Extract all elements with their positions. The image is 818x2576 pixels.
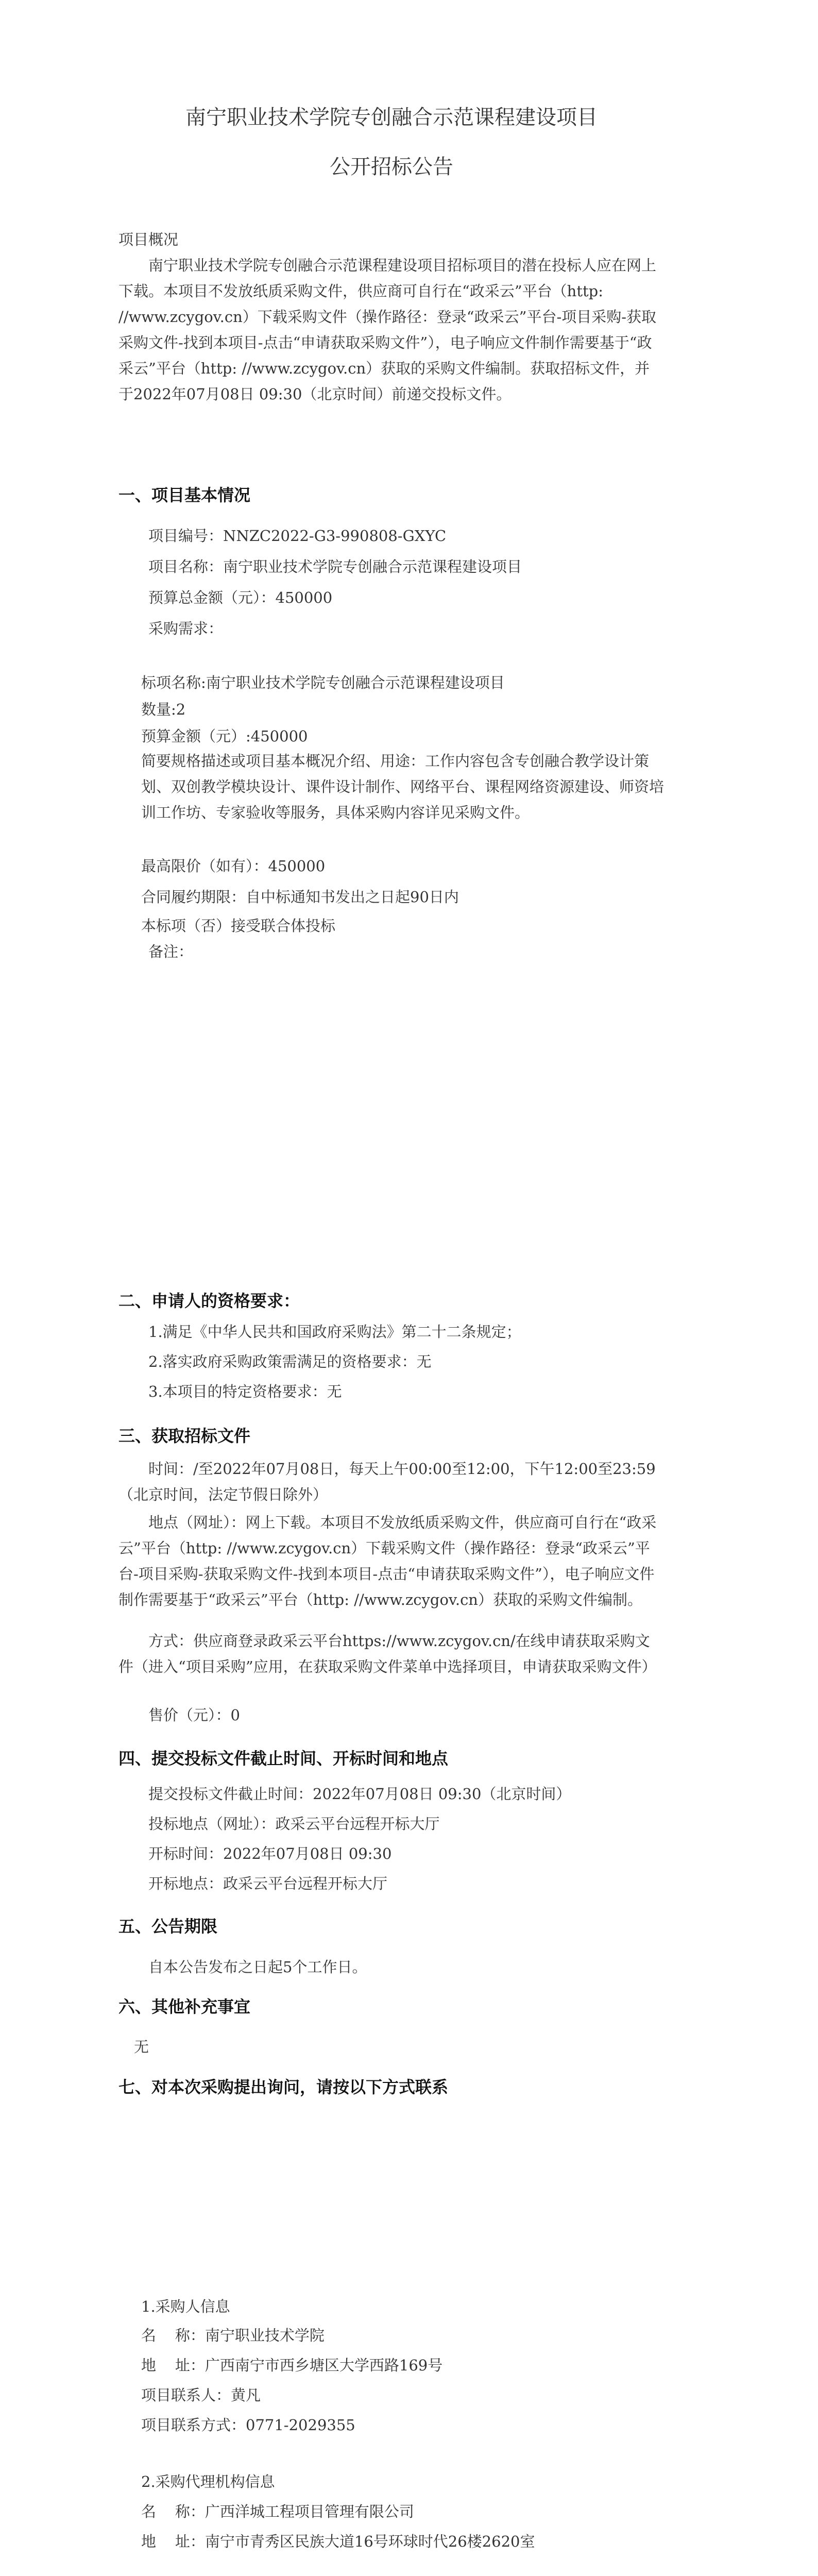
section-5-heading: 五、公告期限 — [118, 1917, 218, 1936]
notice-period: 自本公告发布之日起5个工作日。 — [148, 1958, 367, 1976]
obtain-place: 地点（网址）：网上下载。本项目不发放纸质采购文件，供应商可自行在“政采云”平台（http: //www.zcygov.cn）下载采购文件（操作路径：登录“政采云”平台-项目采购-获取采购文件-找到本项目-点击“申请获取采购文件”），电子响应文件制作需要基于“政采云”平台（http: //www.zcygov.cn）获取的采购文件编制。 — [118, 1514, 657, 1608]
submit-place: 投标地点（网址）：政采云平台远程开标大厅 — [148, 1815, 440, 1833]
buyer-name: 名 称：南宁职业技术学院 — [141, 2327, 325, 2344]
item-description: 简要规格描述或项目基本概况介绍、用途：工作内容包含专创融合教学设计策划、双创教学模块设计、课件设计制作、网络平台、课程网络资源建设、师资培训工作坊、专家验收等服务，具体采购内容详见采购文件。 — [141, 752, 664, 821]
section-4-heading: 四、提交投标文件截止时间、开标时间和地点 — [118, 1749, 449, 1768]
procurement-requirement: 采购需求： — [148, 620, 224, 637]
section-3-heading: 三、获取招标文件 — [118, 1426, 251, 1446]
buyer-info-title: 1.采购人信息 — [141, 2298, 230, 2315]
max-price: 最高限价（如有）：450000 — [141, 857, 326, 875]
notice-page — [118, 0, 664, 2576]
obtain-method: 方式：供应商登录政采云平台https://www.zcygov.cn/在线申请获取采购文件（进入“项目采购”应用，在获取采购文件菜单中选择项目，申请获取采购文件） — [118, 1632, 657, 1675]
buyer-contact-person: 项目联系人：黄凡 — [141, 2386, 261, 2404]
qualification-2: 2.落实政府采购政策需满足的资格要求：无 — [148, 1353, 432, 1370]
project-name: 项目名称：南宁职业技术学院专创融合示范课程建设项目 — [148, 558, 522, 575]
document-price: 售价（元）：0 — [148, 1706, 240, 1724]
other-matters: 无 — [134, 2038, 149, 2056]
buyer-address: 地 址：广西南宁市西乡塘区大学西路169号 — [141, 2357, 443, 2374]
opening-place: 开标地点：政采云平台远程开标大厅 — [148, 1875, 388, 1892]
opening-time: 开标时间：2022年07月08日 09:30 — [148, 1845, 392, 1862]
section-2-heading: 二、申请人的资格要求： — [118, 1291, 300, 1311]
item-quantity: 数量:2 — [141, 701, 186, 718]
project-number: 项目编号：NNZC2022-G3-990808-GXYC — [148, 527, 447, 545]
remarks: 备注： — [148, 943, 194, 960]
obtain-time: 时间：/至2022年07月08日，每天上午00:00至12:00，下午12:00至23:59（北京时间，法定节假日除外） — [118, 1460, 656, 1503]
submit-deadline: 提交投标文件截止时间：2022年07月08日 09:30（北京时间） — [148, 1785, 571, 1803]
budget-total: 预算总金额（元）：450000 — [148, 589, 333, 606]
notice-title-line2: 公开招标公告 — [330, 155, 453, 179]
qualification-3: 3.本项目的特定资格要求：无 — [148, 1383, 342, 1400]
qualification-1: 1.满足《中华人民共和国政府采购法》第二十二条规定； — [148, 1323, 521, 1341]
section-7-heading: 七、对本次采购提出询问，请按以下方式联系 — [118, 2077, 449, 2097]
agent-info-title: 2.采购代理机构信息 — [141, 2473, 275, 2490]
buyer-contact-phone: 项目联系方式：0771-2029355 — [141, 2416, 355, 2434]
contract-period: 合同履约期限：自中标通知书发出之日起90日内 — [141, 888, 459, 906]
agent-address: 地 址：南宁市青秀区民族大道16号环球时代26楼2620室 — [141, 2533, 535, 2550]
section-1-heading: 一、项目基本情况 — [118, 485, 251, 505]
overview-text: 南宁职业技术学院专创融合示范课程建设项目招标项目的潜在投标人应在网上下载。本项目不发放纸质采购文件，供应商可自行在“政采云”平台（http: //www.zcygov.cn）下载采购文件（操作路径：登录“政采云”平台-项目采购-获取采购文件-找到本项目-点击“申请获取采购文件”），电子响应文件制作需要基于“政采云”平台（http: //www.zcygov.cn）获取的采购文件编制。获取招标文件，并于2022年07月08日 09:30（北京时间）前递交投标文件。 — [118, 257, 657, 403]
consortium-note: 本标项（否）接受联合体投标 — [141, 917, 336, 935]
section-6-heading: 六、其他补充事宜 — [118, 1997, 251, 2016]
notice-title-line1: 南宁职业技术学院专创融合示范课程建设项目 — [185, 106, 598, 129]
overview-heading: 项目概况 — [118, 231, 179, 248]
agent-name: 名 称：广西洋城工程项目管理有限公司 — [141, 2503, 414, 2520]
item-budget: 预算金额（元）:450000 — [141, 727, 308, 745]
item-name: 标项名称:南宁职业技术学院专创融合示范课程建设项目 — [141, 674, 505, 691]
